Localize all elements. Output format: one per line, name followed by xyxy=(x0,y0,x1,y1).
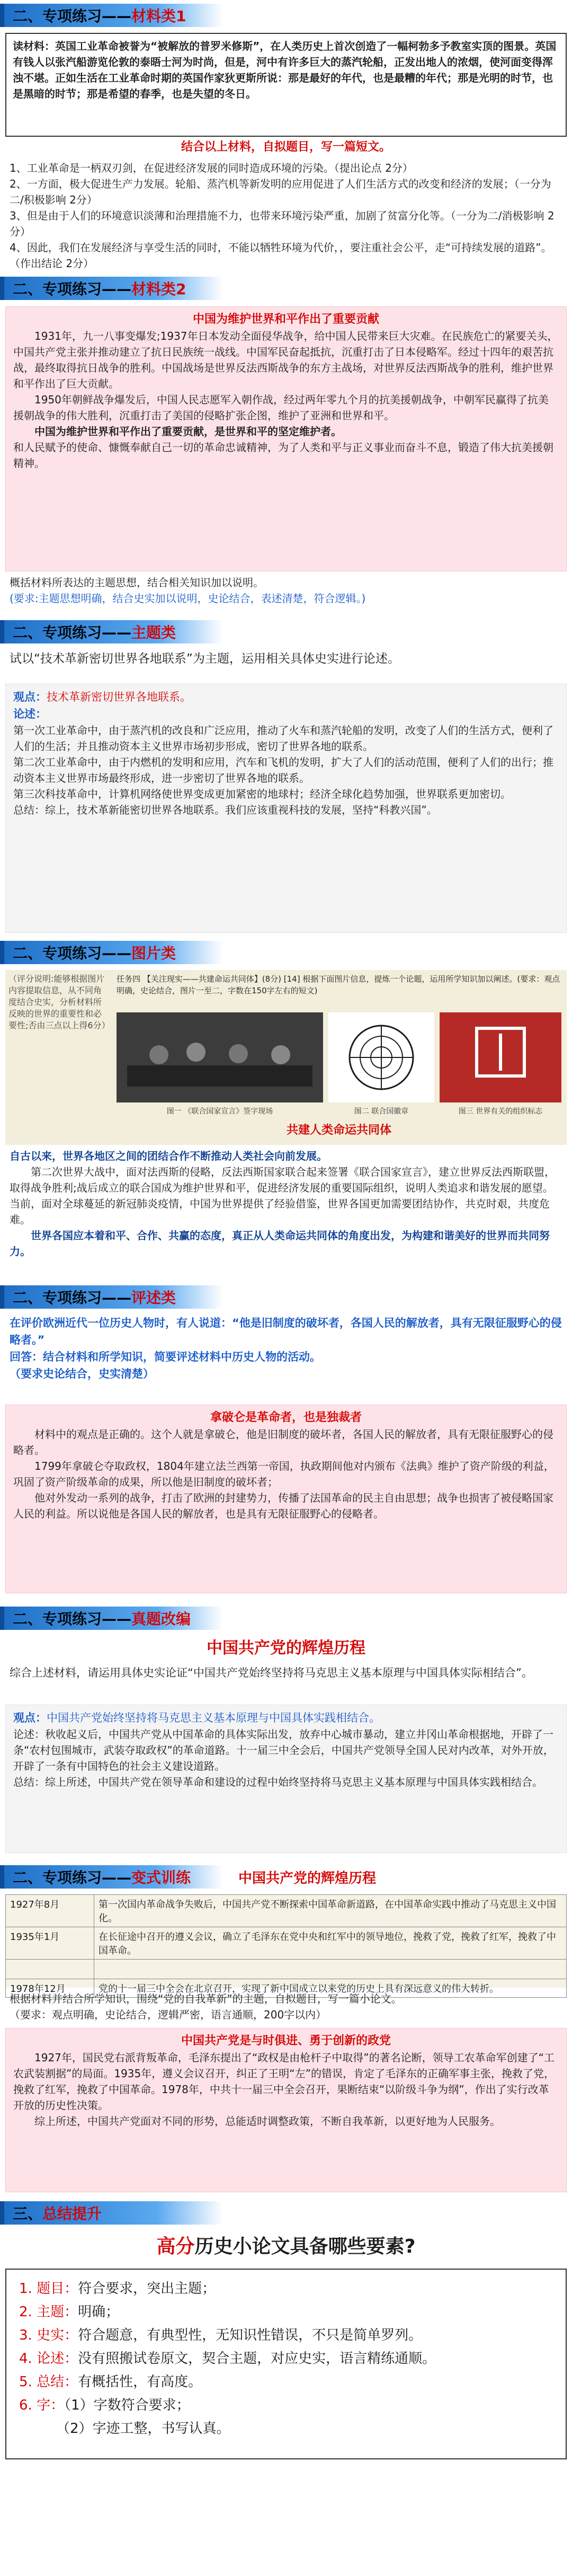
summary-box xyxy=(5,2269,567,2459)
task-text: 任务四 【关注现实——共建命运共同体】(8分) [14] 根据下面图片信息，提炼一个论题，运用所学知识加以阐述。(要求：观点明确，史论结合，图片一至二，字数在150字左右的短文) xyxy=(117,974,560,995)
organization-logo-icon xyxy=(440,1012,561,1102)
table-row: 1978年12月 党的十一届三中全会在北京召开，实现了新中国成立以来党的历史上具有深远意义的伟大转折。 xyxy=(6,1979,567,1998)
section-header-1: 二、专项练习—— 材料类1 xyxy=(0,0,572,31)
section-header-3: 二、专项练习—— 主题类 xyxy=(0,616,572,647)
table-row xyxy=(6,1960,567,1979)
task-2: 概括材料所表达的主题思想，结合相关知识加以说明。 (要求:主题思想明确，结合史实加以说明，史论结合，表述清楚，符合逻辑。) xyxy=(10,576,366,605)
photo-signing xyxy=(117,1012,323,1102)
section-header-7: 二、专项练习—— 变式训练 中国共产党的辉煌历程 xyxy=(0,1862,572,1892)
material-title: 中国为维护世界和平作出了重要贡献 xyxy=(192,313,379,326)
answer-box-5: 拿破仑是革命者，也是独裁者 材料中的观点是正确的。这个人就是拿破仑，他是旧制度的破坏者，各国人民的解放者，具有无限征服野心的侵略者。 1799年拿破仑夺取政权，1804年建立法兰西第一帝国，执政期间他对内颁布《法典》维护了资产阶级的利益，巩固了资产阶级革命的成果，所以他是旧制度的破坏者； 他对外发动一系列的战争，打击了欧洲的封建势力，传播了法国革命的民主自由思想；战争也损害了被侵略国家人民的利益。所以说他是各国人民的解放者，也是具有无限征服野心的侵略者。 xyxy=(5,1405,567,1593)
title-7: 中国共产党的辉煌历程 xyxy=(238,1870,377,1886)
table-row: 1935年1月 在长征途中召开的遵义会议，确立了毛泽东在党中央和红军中的领导地位，挽救了党，挽救了红军，挽救了中国革命。 xyxy=(6,1927,567,1960)
question-6: 综合上述材料，请运用具体史实论证“中国共产党始终坚持将马克思主义基本原理与中国具体实际相结合”。 xyxy=(10,1666,533,1679)
list-item: 2. 主题：明确； xyxy=(19,2304,120,2320)
essay-box-7: 中国共产党是与时俱进、勇于创新的政党 1927年，国民党右派背叛革命，毛泽东提出了“政权是由枪杆子中取得”的著名论断，领导工农革命军创建了“工农武装割据”的局面。1935年，遵义会议召开，纠正了王明“左”的错误，肯定了毛泽东的正确军事主张，挽救了党，挽救了红军，挽救了中国革命。1978年，中共十一届三中全会召开，果断结束“以阶级斗争为纲”，作出了实行改革开放的历史性决策。 综上所述，中国共产党面对不同的形势，总能适时调整政策，不断自我革新，以更好地为人民服务。 xyxy=(5,2028,567,2192)
question-3: 试以“技术革新密切世界各地联系”为主题，运用相关具体史实进行论述。 xyxy=(10,652,400,666)
material-box-2: 中国为维护世界和平作出了重要贡献 1931年，九一八事变爆发;1937年日本发动全面侵华战争，给中国人民带来巨大灾难。在民族危亡的紧要关头，中国共产党主张并推动建立了抗日民族统一战线。中国军民奋起抵抗，沉重打击了日本侵略军。经过十四年的艰苦抗战，最终取得抗日战争的胜利。中国战场是世界反法西斯战争的东方主战场，对世界反法西斯战争的胜利，维护世界和平作出了巨大贡献。 1950年朝鲜战争爆发后，中国人民志愿军入朝作战，经过两年零九个月的抗美援朝战争，中朝军民赢得了抗美援朝战争的伟大胜利，沉重打击了美国的侵略扩张企图，维护了亚洲和世界和平。 中国为维护世界和平作出了重要贡献，是世界和平的坚定维护者。 和人民赋予的使命、慷慨奉献自己一切的革命忠诚精神，为了人类和平与正义事业而奋斗不息，锻造了伟大抗美援朝精神。 xyxy=(5,306,567,571)
prompt-1: 结合以上材料，自拟题目，写一篇短文。 xyxy=(181,140,391,154)
task-7: 根据材料并结合所学知识，围绕“党的自我革新”的主题，自拟题目，写一篇小论文。 （要求：观点明确，史论结合，逻辑严密，语言通顺，200字以内） xyxy=(10,1992,402,2021)
caption-3: 图三 世界有关的组织标志 xyxy=(458,1107,543,1116)
un-emblem-icon xyxy=(328,1012,434,1102)
list-item: 5. 总结：有概括性，有高度。 xyxy=(19,2374,202,2390)
section-header-5: 二、专项练习—— 评述类 xyxy=(0,1282,572,1312)
list-item: （2）字迹工整，书写认真。 xyxy=(56,2421,230,2437)
answer-box-6: 观点：中国共产党始终坚持将马克思主义基本原理与中国具体实践相结合。 论述：秋收起义后，中国共产党从中国革命的具体实际出发，放弃中心城市暴动，建立井冈山革命根据地，开辟了一条“农村包围城市，武装夺取政权”的革命道路。十一届三中全会后，中国共产党领导全国人民对内改革，对外开放，开辟了一条有中国特色的社会主义建设道路。 总结：综上所述，中国共产党在领导革命和建设的过程中始终坚持将马克思主义基本原理与中国具体实践相结合。 xyxy=(5,1705,567,1853)
table-row: 1927年8月 第一次国内革命战争失败后，中国共产党不断探索中国革命新道路，在中国革命实践中推动了马克思主义中国化。 xyxy=(6,1895,567,1927)
essay-4: 自古以来，世界各地区之间的团结合作不断推动人类社会向前发展。 第二次世界大战中，面对法西斯的侵略，反法西斯国家联合起来签署《联合国家宣言》，建立世界反法西斯联盟，取得战争胜利;战后成立的联合国成为维护世界和平，促进经济发展的重要国际组织，说明人类追求和谐发展的愿望。当前，面对全球蔓延的新冠肺炎疫情，中国为世界提供了经验借鉴，世界各国更加需要团结协作，共克时艰，共度危难。 世界各国应本着和平、合作、共赢的态度，真正从人类命运共同体的角度出发，为构建和谐美好的世界而共同努力。 xyxy=(10,1150,555,1258)
caption-1: 图一 《联合国家宣言》签字现场 xyxy=(166,1107,273,1116)
theme-title: 共建人类命运共同体 xyxy=(286,1124,391,1137)
picture-panel xyxy=(5,970,567,1145)
summary-title: 高分历史小论文具备哪些要素? xyxy=(156,2236,416,2257)
list-item: 1. 题目：符合要求，突出主题； xyxy=(19,2281,216,2297)
section-header-4: 二、专项练习—— 图片类 xyxy=(0,937,572,968)
question-5: 在评价欧洲近代一位历史人物时，有人说道：“他是旧制度的破坏者，各国人民的解放者，具有无限征服野心的侵略者。” 回答：结合材料和所学知识，简要评述材料中历史人物的活动。 （要求史论结合，史实清楚） xyxy=(10,1317,562,1380)
scoring-note: （评分说明:能够根据图片内容提取信息，从不同角度结合史实，分析材料所反映的世界的重要性和必要性;否由三点以上得6分） xyxy=(8,974,110,1030)
list-item: 3. 史实：符合题意，有典型性，无知识性错误，不只是简单罗列。 xyxy=(19,2327,423,2343)
section-header-8: 三、 总结提升 xyxy=(0,2198,572,2228)
answer-box-3: 观点：技术革新密切世界各地联系。 论述： 第一次工业革命中，由于蒸汽机的改良和广泛应用，推动了火车和蒸汽轮船的发明，改变了人们的生活方式，便利了人们的生活；并且推动资本主义世界市场初步形成，密切了世界各地的联系。 第二次工业革命中，由于内燃机的发明和应用，汽车和飞机的发明，扩大了人们的活动范围，便利了人们的出行；推动资本主义世界市场最终形成，进一步密切了世界各地的联系。 第三次科技革命中，计算机网络使世界变成更加紧密的地球村；经济全球化趋势加强，世界联系更加密切。 总结：综上，技术革新能密切世界各地联系。我们应该重视科技的发展，坚持“科教兴国”。 xyxy=(5,684,567,933)
caption-2: 图二 联合国徽章 xyxy=(354,1107,409,1116)
list-item: 4. 论述：没有照搬试卷原文，契合主题，对应史实，语言精练通顺。 xyxy=(19,2351,436,2367)
material-text: 读材料：英国工业革命被誉为“被解放的普罗米修斯”，在人类历史上首次创造了一幅柯勃多予教室实顶的图景。英国有钱人以张汽船游览伦敦的泰晤士河为时尚，但是，河中有许多巨大的蒸汽轮船，正发出地人的浓烟，使河面变得浑浊不堪。正如生活在工业革命时期的英国作家狄更斯所说：那是最好的年代，也是最糟的年代；那是光明的时节，也是黑暗的时节；那是希望的春季，也是失望的冬日。 xyxy=(13,40,557,100)
list-item: 6. 字：（1）字数符合要求； xyxy=(19,2397,190,2413)
title-6: 中国共产党的辉煌历程 xyxy=(207,1639,365,1657)
material-box-1 xyxy=(5,33,567,137)
section-header-6: 二、专项练习—— 真题改编 xyxy=(0,1603,572,1634)
section-header-2: 二、专项练习—— 材料类2 xyxy=(0,273,572,304)
history-table xyxy=(5,1894,567,1995)
answer-lines-1: 1、工业革命是一柄双刃剑，在促进经济发展的同时造成环境的污染。（提出论点 2分） 2、一方面，极大促进生产力发展。轮船、蒸汽机等新发明的应用促进了人们生活方式的改变和经济的发展；（一分为二/积极影响 2分） 3、但是由于人们的环境意识淡薄和治理措施不力，也带来环境污染严重，加剧了贫富分化等。（一分为二/消极影响 2分） 4、因此，我们在发展经济与享受生活的同时，不能以牺牲环境为代价，，要注重社会公平，走“可持续发展的道路”。（作出结论 2分） xyxy=(10,162,555,270)
